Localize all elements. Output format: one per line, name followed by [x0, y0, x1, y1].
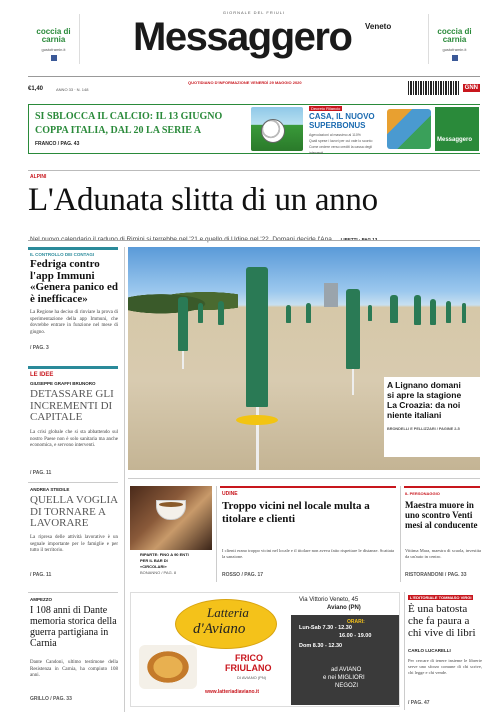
ad-right-social-icon [452, 55, 458, 61]
caption-line4: niente italiani [387, 410, 442, 420]
right-text: Vittima Mara, maestra di scuola, investita da un'auto in centro. [405, 548, 481, 559]
right-ref: RISTORANDONI / PAG. 33 [405, 572, 467, 578]
promo-line2: SUPERBONUS [309, 121, 366, 130]
gnn-badge: GNN [464, 85, 478, 91]
ad-right-sub: gustoframin.it [442, 47, 467, 52]
price: €1,40 [28, 86, 44, 92]
umbrella [462, 303, 466, 323]
building [324, 283, 338, 307]
s3-byline: ANDREA STEDILE [30, 487, 70, 492]
s1-ref: / PAG. 3 [30, 345, 49, 351]
umbrella [390, 295, 398, 323]
orari-3: Dom 8.30 - 12.30 [299, 643, 343, 649]
right-kicker: IL PERSONAGGIO [405, 491, 440, 496]
masthead-ad-right[interactable] [428, 14, 480, 64]
caption-ref: BRONDELLI E PELLIZZARI / PAGINE 2-5 [387, 427, 460, 431]
stores-1: ad AVIANO [331, 667, 362, 673]
s4-ref: GRILLO / PAG. 33 [30, 696, 72, 702]
rb-ref: / PAG. 47 [408, 700, 430, 706]
caption-line3: La Croazia: da noi [387, 400, 461, 410]
s3-text: La ripresa delle attività lavorative è un segnale importante per le famiglie e per tutto il territorio. [30, 535, 118, 553]
bar-caption-3: «CIRCOLARI» [140, 564, 167, 569]
promo-item-3: Come cedere verso crediti la cassa degli interventi [309, 145, 373, 155]
caption-line2: si apre la stagione [387, 390, 462, 400]
bar-caption-1: RIPARTE: FINO A 90 ENTI [140, 552, 189, 557]
bar-ref: BONANNO / PAG. 8 [140, 570, 177, 575]
masthead [28, 8, 480, 78]
s4-text: Dante Candoni, ultimo testimone della Resistenza in Carnia, ha compiuto 108 anni. [30, 660, 118, 678]
promo-brand-box [435, 107, 479, 151]
pole [352, 369, 354, 395]
sport-line2: COPPA ITALIA, DAL 20 LA SERIE A [35, 125, 202, 136]
umbrella [198, 303, 203, 323]
masthead-title-suffix: Veneto [365, 22, 392, 31]
umbrella [368, 305, 372, 321]
promo-label: Decreto Rilancio [311, 106, 341, 111]
latteria-brand-line1: Latteria [207, 605, 249, 620]
date-line: QUOTIDIANO D'INFORMAZIONE VENERDÌ 29 MAGGIO 2020 [188, 80, 302, 85]
latteria-brand-line2: d'Aviano [193, 621, 246, 637]
umbrella [446, 301, 451, 323]
lead-headline[interactable]: L'Adunata slitta di un anno [28, 182, 378, 218]
umbrella [430, 299, 436, 325]
orari-1: Lun-Sab 7.30 - 12.30 [299, 625, 352, 631]
center-ref: ROSSO / PAG. 17 [222, 572, 264, 578]
latteria-website[interactable]: www.latteriadiaviano.it [205, 689, 259, 695]
coffee-surface [159, 502, 183, 507]
frico-sub: DI AVIANO (PN) [237, 675, 267, 680]
lead-standfirst-wrap [30, 228, 482, 246]
umbrella-front-center [246, 267, 268, 407]
umbrella [306, 303, 311, 323]
address-line1: Via Vittorio Veneto, 45 [299, 597, 359, 603]
ad-left-title: coccia di carnia [36, 27, 71, 44]
rb-kicker: L'EDITORIALE TOMMASO VIRGI [410, 595, 472, 600]
center-kicker: UDINE [222, 491, 238, 497]
masthead-title-wrap [133, 16, 393, 58]
frico-line1: FRICO [235, 653, 263, 663]
s2-title[interactable]: DETASSARE GLI INCREMENTI DI CAPITALE [30, 388, 114, 423]
address-line2: Aviano (PN) [327, 605, 361, 611]
right-title[interactable]: Maestra muore in uno scontro Venti mesi al conducente [405, 500, 478, 530]
center-title[interactable]: Troppo vicini nel locale multa a titolare e clienti [222, 500, 370, 525]
masthead-title: Messaggero [133, 15, 352, 59]
orari-label: ORARI: [347, 619, 365, 625]
frico-plate-image [139, 645, 197, 689]
masthead-ad-left[interactable] [28, 14, 80, 64]
football-icon [261, 119, 285, 143]
rb-byline: CARLO LUCARELLI [408, 648, 451, 653]
date-strip [28, 78, 480, 104]
s3-title[interactable]: QUELLA VOGLIA DI TORNARE A LAVORARE [30, 494, 118, 529]
umbrella-base [236, 415, 278, 425]
barcode-icon [408, 81, 460, 95]
umbrella-front-left [178, 297, 188, 351]
caption-line1: A Lignano domani [387, 380, 461, 390]
promo-box [307, 105, 480, 153]
rb-title[interactable]: È una batosta che fa paura a chi vive di libri [408, 603, 476, 639]
umbrella [286, 305, 291, 323]
rb-text: Per cercare di tenere insieme le librerie serve uno sforzo comune di chi scrive, chi legge e chi vende. [408, 658, 482, 675]
latteria-ad[interactable] [130, 592, 400, 707]
s2-kicker: LE IDEE [30, 372, 54, 378]
bar-photo[interactable] [130, 486, 212, 550]
s3-ref: / PAG. 11 [30, 572, 52, 578]
pole [182, 351, 184, 369]
sport-line1: SI SBLOCCA IL CALCIO: IL 13 GIUGNO [35, 111, 223, 122]
umbrella [414, 295, 421, 325]
stores-3: NEGOZI [335, 683, 359, 689]
masthead-top-line: GIORNALE DEL FRIULI [222, 10, 286, 15]
s1-text: La Regione ha deciso di rinviare la prova di sperimentazione della app Immuni, che dovrebbe entrare in funzione nel mese di giugno. [30, 310, 118, 335]
promo-line1: CASA, IL NUOVO [309, 112, 375, 121]
bar-caption-2: PER IL BAR DI [140, 558, 168, 563]
ad-left-sub: gustoframin.it [41, 47, 66, 52]
s2-text: La crisi globale che si sta abbattendo sul nostro Paese non è solo sanitaria ma anche economica, e servono interventi. [30, 430, 118, 448]
anno: ANNO 33 · N. 148 [56, 87, 89, 92]
promo-item-1: Agevolazioni al massimo al 110% [309, 133, 361, 137]
promo-brand: Messaggero [437, 137, 473, 143]
s4-kicker: AMPEZZO [30, 597, 52, 602]
s2-byline: GIUSEPPE GRAFFI BRUNORO [30, 381, 96, 386]
center-text: I clienti erano troppo vicini nel locale e il titolare non aveva fatto rispettare le distanze. Scattata la sanzione. [222, 548, 394, 559]
photo-caption-box [384, 377, 480, 457]
ad-left-social-icon [51, 55, 57, 61]
sport-sub: FRANCO / PAG. 43 [35, 141, 80, 147]
ad-right-title: coccia di carnia [437, 27, 472, 44]
umbrella-front-mid [346, 289, 360, 369]
s1-kicker: IL CONTROLLO DEI CONTAGI [30, 252, 95, 257]
s2-ref: / PAG. 11 [30, 470, 52, 476]
stores-2: e nei MIGLIORI [323, 675, 365, 681]
lead-kicker: ALPINI [30, 174, 47, 180]
frico-line2: FRIULANO [225, 663, 272, 673]
hours-panel [291, 615, 399, 705]
sport-banner[interactable] [28, 104, 480, 154]
houses-image [387, 109, 431, 149]
beach-photo[interactable] [128, 247, 480, 470]
promo-item-2: Quali spese i lavori per cui vale lo sconto [309, 139, 373, 143]
s1-title[interactable]: Fedriga contro l'app Immuni «Genera panico ed è inefficace» [30, 258, 118, 305]
umbrella [218, 301, 224, 325]
s4-title[interactable]: I 108 anni di Dante memoria storica della guerra partigiana in Carnia [30, 605, 117, 649]
orari-2: 16.00 - 19.00 [339, 633, 372, 639]
